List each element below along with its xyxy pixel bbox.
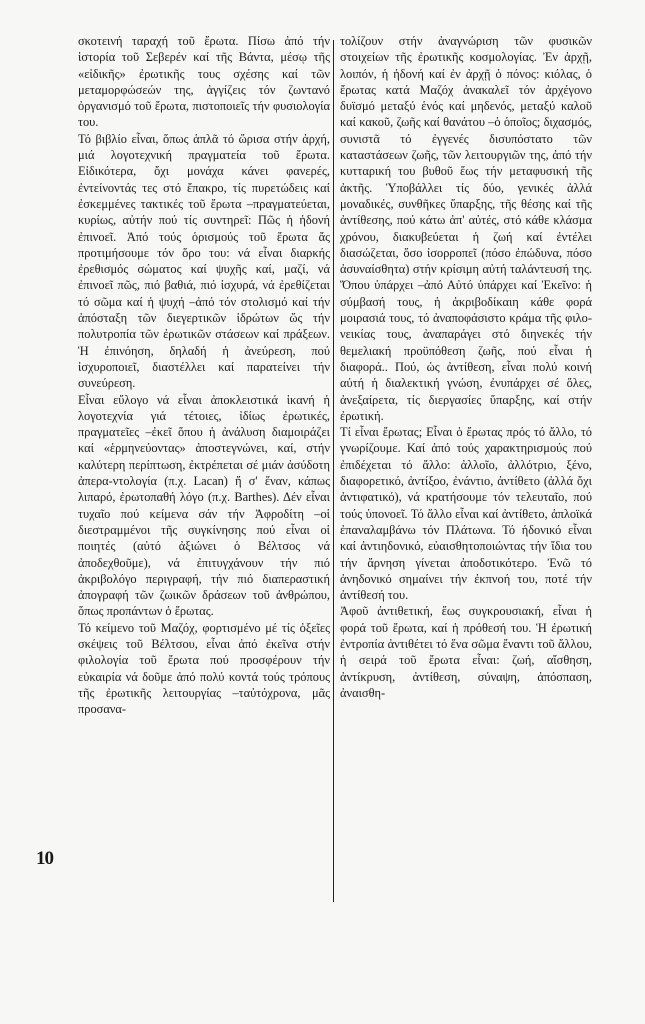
- column-divider: [333, 40, 334, 902]
- paragraph: Τό βιβλίο εἶναι, ὅπως ἁπλᾶ τό ὥρισα στήν ἀρχή, μιά λογοτεχνική πραγματεία τοῦ ἔρωτα. Εἰδικότερα, ὄχι μονάχα κάνει φανερές, ἐντείνοντάς τες στό ἔπακρο, τίς πυρετώδεις καί ἐσκεμμένες τακτικές τοῦ ἔρωτα –πραγματεύεται, κυρίως, αὐτήν πού τίς συντηρεῖ: Πῶς ἡ ἡδονή ἐπινοεῖ. Ἀπό τούς ὁρισμούς τοῦ ἔρωτα ἄς προτιμήσουμε τόν ὅρο του: νά εἶναι διαρκής ἐρεθισμός σώματος καί ψυχῆς καί, μαζί, νά ἐπινοεῖ πῶς, πιό βαθιά, πιό ἰσχυρά, νά ἐρεθίζεται τό σῶμα καί ἡ ψυχή –ἀπό τόν στολισμό καί τήν ἀπόσταξη τῶν διεγερτικῶν ἱδρώτων ὥς τήν πολυτροπία τῶν ἐρωτικῶν στάσεων καί πράξεων. Ἡ ἐπινόηση, δηλαδή ἡ ἀνεύρεση, πού ἰσχυροποιεῖ, διαστέλλει καί παρατείνει τήν συνεύρεση.: [78, 131, 330, 391]
- paragraph: σκοτεινή ταραχή τοῦ ἔρωτα. Πίσω ἀπό τήν ἱστορία τοῦ Σεβερέν καί τῆς Βάντα, μέσῳ τῆς «εἰδικῆς» ἐρωτικῆς τους σχέσης καί τῶν μεταμορφώσεών της, ἀγγίζεις τόν ζωντανό ὀργανισμό τοῦ ἔρωτα, πιστοποιεῖς τήν φυσιολογία του.: [78, 34, 330, 130]
- right-text-column: [340, 33, 592, 701]
- left-text-column: [78, 33, 330, 717]
- paragraph: Ἀφοῦ ἀντιθετική, ἕως συγκρουσιακή, εἶναι ἡ φορά τοῦ ἔρωτα, καί ἡ πρόθεσή του. Ἡ ἐρωτική ἐντροπία ἀντιθέτει τό ἕνα σῶμα ἔναντι τοῦ ἄλλου, ἡ σειρά τοῦ ἔρωτα εἶναι: ζωή, αἴσθηση, ἀντίκρυση, ἀντίθεση, σύναψη, ἀπόσπαση, ἀναισθη-: [340, 604, 592, 700]
- paragraph: Τό κείμενο τοῦ Μαζόχ, φορτισμένο μέ τίς ὀξεῖες σκέψεις τοῦ Βέλτσου, εἶναι ἀπό ἐκεῖνα στήν φιλολογία τοῦ ἔρωτα πού προσφέρουν τήν εὐκαιρία νά δοῦμε ἀπό πολύ κοντά τούς τρόπους τῆς ἐρωτικῆς λειτουργίας –ταὐτόχρονα, μᾶς προσανα-: [78, 620, 330, 717]
- page-number: 10: [36, 848, 53, 869]
- paragraph: Τί εἶναι ἔρωτας; Εἶναι ὁ ἔρωτας πρός τό ἄλλο, τό γνωρίζουμε. Καί ἀπό τούς χαρακτηρισμούς πού ἐπιδέχεται τό ἄλλο: ἀλλοῖο, ἀλλότριο, ξένο, διαφορετικό, ἀντίξοο, ἐνάντιο, ἀντίθετο (ἀλλά ὄχι ἀντιφατικό), νά κρατήσουμε τόν τελευταῖο, πού τούς ὑπονοεῖ. Τό ἄλλο εἶναι καί ἀντίθετο, ἁπλοϊκά ἐπαναλαμβάνω τόν Πλάτωνα. Τό ἡδονικό εἶναι καί ἀντιηδονικό, εὐαισθητοποιώντας τήν ἴδια του τήν ἄρνηση γίνεται ἀποδοτικότερο. Ἐνῶ τό ἀνηδονικό σημαίνει τήν ἐκπνοή του, ποτέ τήν ἀντίθεσή του.: [340, 425, 592, 603]
- paragraph: τολίζουν στήν ἀναγνώριση τῶν φυσικῶν στοιχείων τῆς ἐρωτικῆς κοσμολογίας. Ἐν ἀρχῇ, λοιπόν, ἡ ἡδονή καί ἐν ἀρχῇ ὁ πόνος: κιόλας, ὁ ἔρωτας κατά Μαζόχ ἀνακαλεῖ τόν ἀρχέγονο δυϊσμό μεταξύ ἑνός καί μηδενός, μεταξύ καλοῦ καί κακοῦ, ζωῆς καί θανάτου –ὁ ὁποῖος; διχασμός, συνιστᾶ τό ἐγγενές δισυπόστατο τῶν καταστάσεων ζωῆς, τῶν λειτουργιῶν της, ἀπό τήν κυτταρική του βυθοῦ ἕως τήν μεταφυσική τῆς ἀκτῆς. Ὑποβάλλει τίς δύο, γενικές ἀλλά μοναδικές, συνθῆκες ὕπαρξης, τῆς θέσης καί τῆς ἀντίθεσης, πού κάτω ἀπ' αὐτές, στό κάθε κλάσμα χρόνου, διακυβεύεται ἡ ζωή καί ἐντέλει διασώζεται, ὅσο ἰσορροπεῖ (πόσο ἐπώδυνα, πόσο ἀσυναίσθητα) στήν κρίσιμη αὐτή ταλάντευσή της. Ὅπου ὑπάρχει –ἀπό Αὐτό ὑπάρχει καί Ἐκεῖνο: ἡ σύμβασή τους, ἡ ἀκριβοδίκαιη κάθε φορά μοιρασιά τους, τό ἀναποφάσιστο κράμα τῆς φιλο-νεικίας τους, ἀναπαράγει στό διηνεκές τήν θεμελιακή προϋπόθεση ζωῆς, πού εἶναι ἡ διαφορά.. Πού, ὡς ἀντίθεση, εἶναι πολύ κοινή αὐτή ἡ διαλεκτική γνώση, ἐνυπάρχει σέ ὅλες, ἀνεξαίρετα, τίς διεργασίες ὕπαρξης, καί στήν ἐρωτική.: [340, 34, 592, 423]
- paragraph: Εἶναι εὔλογο νά εἶναι ἀποκλειστικά ἱκανή ἡ λογοτεχνία γιά τέτοιες, ἰδίως ἐρωτικές, πραγματεῖες –ἐκεῖ ὅπου ἡ ἀνάλυση διαμοιράζει καί «ἑρμηνεύοντας» ἀποστεγνώνει, καί, στήν καλύτερη περίπτωση, ἐκτρέπεται σέ μιάν ἀσύδοτη ἀπερα-ντολογία (π.χ. Lacan) ἤ σ' ἕναν, κάπως λιπαρό, ἐρωτοπαθή λόγο (π.χ. Barthes). Δέν εἶναι τυχαῖο πού κείμενα σάν τήν Ἀφροδίτη –οἱ διεστραμμένοι τῆς συγκίνησης πού εἶναι οἱ ποιητές (αὐτό ἀξιώνει ὁ Βέλτσος νά ἀποδεχθοῦμε), νά ἐπιτυγχάνουν τήν πιό ἀκριβολόγο περιγραφή, τήν πιό διαπεραστική ἀπογραφή τῶν ζωικῶν δράσεων τοῦ ἀνθρώπου, ὅπως προπάντων ὁ ἔρωτας.: [78, 392, 330, 619]
